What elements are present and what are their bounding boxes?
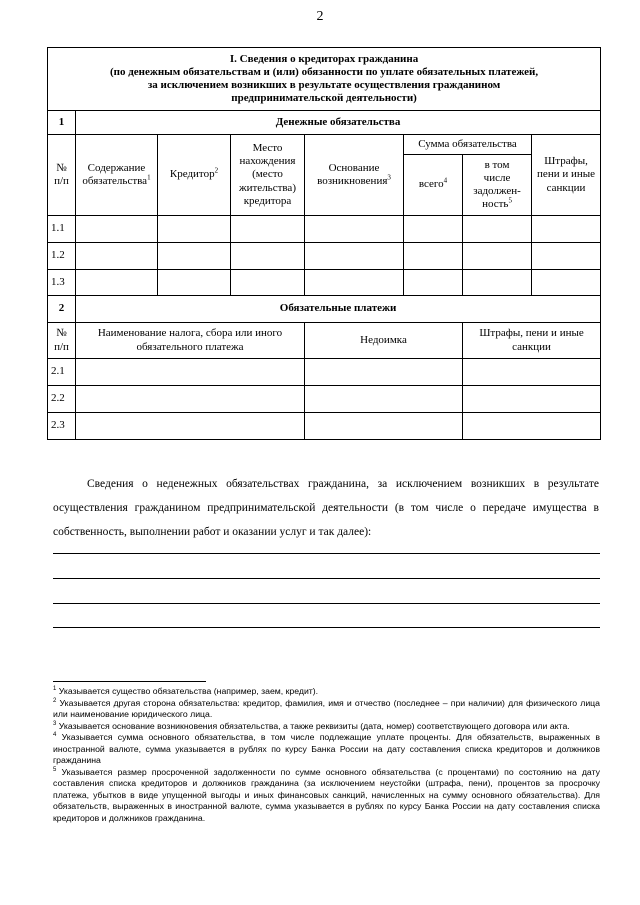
cell-input[interactable] [404,243,463,270]
cell-input[interactable] [231,216,305,243]
row-number: 2.2 [48,386,76,413]
fill-line[interactable] [53,578,600,579]
payments-section-title: Обязательные платежи [76,296,601,323]
cell-input[interactable] [76,386,305,413]
table-row [48,243,601,270]
cell-input[interactable] [305,270,404,296]
cell-input[interactable] [158,270,231,296]
cell-input[interactable] [463,413,601,440]
cell-input[interactable] [76,216,158,243]
cell-input[interactable] [305,243,404,270]
row-number: 1.3 [48,270,76,296]
cell-input[interactable] [532,216,601,243]
table-row [48,386,601,413]
table-row [48,413,601,440]
row-number: 2.1 [48,359,76,386]
cell-input[interactable] [532,243,601,270]
cell-input[interactable] [76,243,158,270]
cell-input[interactable] [305,413,463,440]
row-number: 1.2 [48,243,76,270]
col-header-no: № п/п [48,323,76,359]
cell-input[interactable] [231,243,305,270]
col-header-total: всего$^4$ [404,155,463,216]
footnotes [53,686,600,824]
fill-line[interactable] [53,553,600,554]
col-header-amount: Сумма обязательства [404,135,532,155]
col-header-debt: в том числе задолжен-ность$^5$ [463,155,532,216]
payments-section-number: 2 [48,296,76,323]
col-header-no: № п/п [48,135,76,216]
col-header-location: Место нахождения (место жительства) кредитора [231,135,305,216]
cell-input[interactable] [305,359,463,386]
non-monetary-obligations-text: Сведения о неденежных обязательствах гражданина, за исключением возникших в результате осуществления гражданином предпринимательской деятельности (в том числе о передаче имущества в собственность, выполнении работ и оказании услуг и так далее): [53,478,599,538]
col-header-tax-name: Наименование налога, сбора или иного обязательного платежа [76,323,305,359]
cell-input[interactable] [305,386,463,413]
table-row [48,359,601,386]
footnote-5: $^5$ Указывается размер просроченной задолженности по сумме основного обязательства (с процентами) по состоянию на дату составления списка кредиторов и должников гражданина (за исключением неустойки (штрафа, пени), процентов за просрочку платежа, убытков в виде упущенной выгоды и иных финансовых санкций, начисленных на сумму основного обязательства). Для обязательств, выраженных в иностранной валюте, сумма указывается в рублях по курсу Банка России на дату составления списка кредиторов и должников гражданина. [53,766,600,823]
footnote-3: $^3$ Указывается основание возникновения обязательства, а также реквизиты (дата, номер) соответствующего договора или акта. [53,720,570,731]
cell-input[interactable] [463,359,601,386]
cell-input[interactable] [76,413,305,440]
cell-input[interactable] [404,270,463,296]
col-header-creditor: Кредитор$^2$ [158,135,231,216]
cell-input[interactable] [158,243,231,270]
footnote-separator [53,681,206,682]
cell-input[interactable] [463,386,601,413]
table-row [48,270,601,296]
cell-input[interactable] [532,270,601,296]
page-number: 2 [316,9,324,24]
cell-input[interactable] [76,270,158,296]
col-header-penalties: Штрафы, пени и иные санкции [463,323,601,359]
cell-input[interactable] [231,270,305,296]
col-header-penalties: Штрафы, пени и иные санкции [532,135,601,216]
row-number: 1.1 [48,216,76,243]
fill-line[interactable] [53,603,600,604]
cell-input[interactable] [158,216,231,243]
cell-input[interactable] [404,216,463,243]
cell-input[interactable] [463,216,532,243]
monetary-section-number: 1 [48,111,76,135]
cell-input[interactable] [463,243,532,270]
footnote-4: $^4$ Указывается сумма основного обязательства, в том числе подлежащие уплате проценты. Для обязательств, выраженных в иностранной валюте, сумма указывается в рублях по курсу Банка России на дату составления списка кредиторов и должников гражданина [53,732,600,765]
col-header-content: Содержание обязательства$^1$ [76,135,158,216]
monetary-section-title: Денежные обязательства [76,111,601,135]
col-header-basis: Основание возникновения$^3$ [305,135,404,216]
cell-input[interactable] [305,216,404,243]
fill-line[interactable] [53,627,600,628]
table-row [48,216,601,243]
cell-input[interactable] [463,270,532,296]
col-header-arrears: Недоимка [305,323,463,359]
cell-input[interactable] [76,359,305,386]
creditors-table [47,47,601,440]
row-number: 2.3 [48,413,76,440]
section-title: I. Сведения о кредиторах гражданина (по денежным обязательствам и (или) обязанности по уплате обязательных платежей, за исключением возникших в результате осуществления гражданином предпринимательской деятельности) [48,48,601,111]
footnote-2: $^2$ Указывается другая сторона обязательства: кредитор, фамилия, имя и отчество (последнее – при наличии) для физического лица или наименование юридического лица. [53,697,600,719]
footnote-1: $^1$ Указывается существо обязательства (например, заем, кредит). [53,686,319,696]
